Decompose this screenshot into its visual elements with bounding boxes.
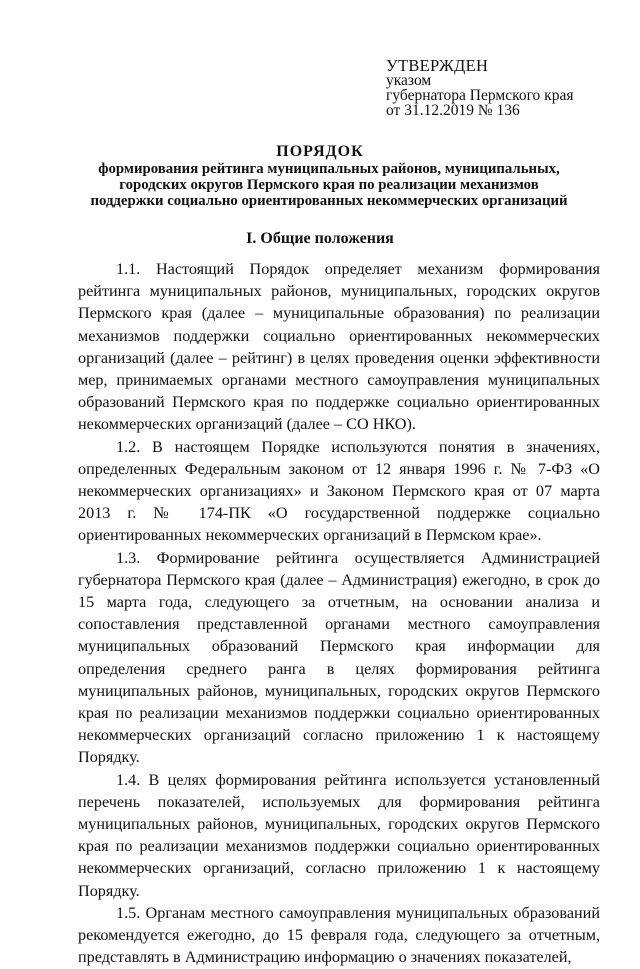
approval-date-number: от 31.12.2019 № 136 [386,102,520,119]
paragraph-1-5: 1.5. Органам местного самоуправления муниципальных образований рекомендуется ежегодно, до 15 февраля года, следующего за отчетным, представлять в Администрацию информацию о значениях показателей, [78,903,600,967]
paragraph-1-2: 1.2. В настоящем Порядке используются понятия в значениях, определенных Федеральным законом от 12 января 1996 г. № 7-ФЗ «О некоммерческих организациях» и Законом Пермского края от 07 марта 2013 г. № 174-ПК «О государственной поддержке социально ориентированных некоммерческих организаций в Пермском крае». [78,437,600,545]
approval-authority: губернатора Пермского края [386,87,574,104]
document-body [78,258,600,969]
approval-heading: УТВЕРЖДЕН [386,56,489,75]
document-title: ПОРЯДОК [276,143,364,160]
approval-decree: указом [386,72,432,89]
section-title: I. Общие положения [246,230,394,247]
paragraph-1-1: 1.1. Настоящий Порядок определяет механизм формирования рейтинга муниципальных районов, муниципальных, городских округов Пермского края (далее – муниципальные образования) по реализации механизмов поддержки социально ориентированных некоммерческих организаций (далее – рейтинг) в целях проведения оценки эффективности мер, принимаемых органами местного самоуправления муниципальных образований Пермского края по поддержке социально ориентированных некоммерческих организаций (далее – СО НКО). [78,260,600,434]
paragraph-1-3: 1.3. Формирование рейтинга осуществляется Администрацией губернатора Пермского края (далее – Администрация) ежегодно, в срок до 15 марта года, следующего за отчетным, на основании анализа и сопоставления представленной органами местного самоуправления муниципальных образований Пермского края информации для определения среднего ранга в целях формирования рейтинга муниципальных районов, муниципальных, городских округов Пермского края по реализации механизмов поддержки социально ориентированных некоммерческих организаций согласно приложению 1 к настоящему Порядку. [78,548,600,767]
paragraph-1-4: 1.4. В целях формирования рейтинга используется установленный перечень показателей, используемых для формирования рейтинга муниципальных районов, муниципальных, городских округов Пермского края по реализации механизмов поддержки социально ориентированных некоммерческих организаций, согласно приложению 1 к настоящему Порядку. [78,770,600,900]
approval-stamp [386,58,573,118]
document-subtitle: формирования рейтинга муниципальных районов, муниципальных, городских округов Пермского края по реализации механизмов поддержки социально ориентированных некоммерческих организаций [90,161,568,209]
